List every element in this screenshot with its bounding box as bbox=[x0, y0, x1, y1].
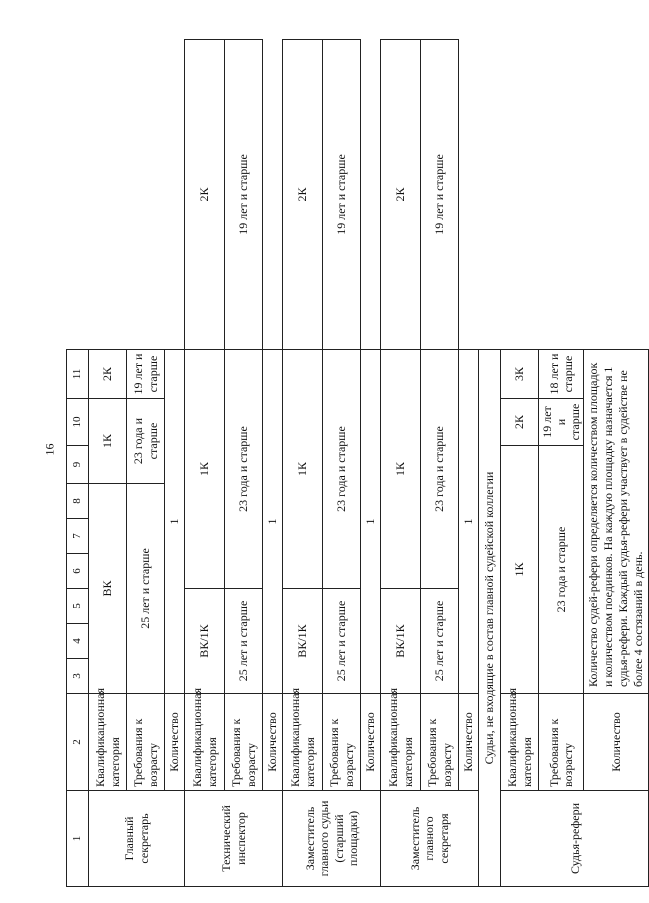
table-cell: ВК bbox=[89, 484, 127, 694]
table-cell: 1К bbox=[283, 350, 323, 589]
header-col-2: 2 bbox=[67, 694, 89, 791]
table-cell: 23 года и старше bbox=[539, 446, 584, 694]
row-label: Количество bbox=[165, 694, 185, 791]
header-col-5: 5 bbox=[67, 589, 89, 624]
row-label: Требования к возрасту bbox=[539, 694, 584, 791]
section-title: Судьи, не входящие в состав главной судейской коллегии bbox=[479, 350, 501, 887]
row-label: Требования к возрасту bbox=[323, 694, 361, 791]
table-cell: 19 лет и старше bbox=[323, 40, 361, 350]
row-label: Квалификационная категория bbox=[89, 694, 127, 791]
table-row bbox=[323, 40, 361, 887]
table-row bbox=[501, 40, 539, 887]
table-row bbox=[185, 40, 225, 887]
table-row bbox=[283, 40, 323, 887]
table-cell: 2К bbox=[381, 40, 421, 350]
table-row bbox=[459, 40, 479, 887]
table-row bbox=[225, 40, 263, 887]
document-table-rotated bbox=[66, 39, 646, 887]
row-label: Квалификационная категория bbox=[381, 694, 421, 791]
position-deputy-chief-secretary: Заместитель главного секретаря bbox=[381, 791, 479, 887]
position-chief-secretary: Главный секретарь bbox=[89, 791, 185, 887]
table-cell: 19 лет и старше bbox=[539, 399, 584, 446]
row-label: Количество bbox=[459, 694, 479, 791]
table-cell: 19 лет и старше bbox=[225, 40, 263, 350]
header-col-4: 4 bbox=[67, 624, 89, 659]
row-label: Квалификационная категория bbox=[283, 694, 323, 791]
header-col-10: 10 bbox=[67, 399, 89, 446]
table-cell: 1К bbox=[501, 446, 539, 694]
table-cell: 1К bbox=[381, 350, 421, 589]
row-label: Количество bbox=[584, 694, 649, 791]
judges-requirements-table bbox=[66, 39, 649, 887]
row-label: Требования к возрасту bbox=[127, 694, 165, 791]
table-row bbox=[584, 40, 649, 887]
table-row bbox=[479, 40, 501, 887]
position-referee: Судья-рефери bbox=[501, 791, 649, 887]
row-label: Требования к возрасту bbox=[225, 694, 263, 791]
table-row bbox=[361, 40, 381, 887]
header-col-6: 6 bbox=[67, 554, 89, 589]
table-cell: 18 лет и старше bbox=[539, 350, 584, 399]
row-label: Требования к возрасту bbox=[421, 694, 459, 791]
table-cell: 3К bbox=[501, 350, 539, 399]
table-cell: 2К bbox=[89, 350, 127, 399]
table-cell: 1 bbox=[361, 350, 381, 694]
row-label: Количество bbox=[263, 694, 283, 791]
header-col-11: 11 bbox=[67, 350, 89, 399]
table-cell: 23 года и старше bbox=[323, 350, 361, 589]
position-technical-inspector: Технический инспектор bbox=[185, 791, 283, 887]
table-cell: 2К bbox=[185, 40, 225, 350]
position-deputy-chief-judge: Заместитель главного судьи (старший площадки) bbox=[283, 791, 381, 887]
table-cell: 19 лет и старше bbox=[127, 350, 165, 399]
table-cell: ВК/1К bbox=[185, 589, 225, 694]
row-label: Квалификационная категория bbox=[185, 694, 225, 791]
table-row bbox=[89, 40, 127, 887]
row-label: Квалификационная категория bbox=[501, 694, 539, 791]
table-cell: 1 bbox=[459, 350, 479, 694]
header-col-3: 3 bbox=[67, 659, 89, 694]
referee-count-note: Количество судей-рефери определяется количеством площадок и количеством поединков. На каждую площадку назначается 1 судья-рефери. Каждый судья-рефери участвует в судействе не более 4 состязаний в день. bbox=[584, 350, 649, 694]
table-cell: 25 лет и старше bbox=[225, 589, 263, 694]
table-cell: 23 года и старше bbox=[421, 350, 459, 589]
header-col-9: 9 bbox=[67, 446, 89, 484]
table-cell: 2К bbox=[283, 40, 323, 350]
table-cell: 23 года и старше bbox=[127, 399, 165, 484]
table-row bbox=[421, 40, 459, 887]
table-cell: ВК/1К bbox=[283, 589, 323, 694]
table-row bbox=[381, 40, 421, 887]
table-row bbox=[263, 40, 283, 887]
page-number: 16 bbox=[42, 443, 57, 456]
table-cell: 23 года и старше bbox=[225, 350, 263, 589]
table-cell: 25 лет и старше bbox=[421, 589, 459, 694]
table-cell: 25 лет и старше bbox=[323, 589, 361, 694]
header-col-7: 7 bbox=[67, 519, 89, 554]
table-row bbox=[539, 40, 584, 887]
row-label: Количество bbox=[361, 694, 381, 791]
table-row bbox=[165, 40, 185, 887]
table-row bbox=[127, 40, 165, 887]
table-cell: 1К bbox=[89, 399, 127, 484]
table-cell: 25 лет и старше bbox=[127, 484, 165, 694]
table-cell: ВК/1К bbox=[381, 589, 421, 694]
table-cell: 19 лет и старше bbox=[421, 40, 459, 350]
table-cell: 2К bbox=[501, 399, 539, 446]
table-header-row bbox=[67, 40, 89, 887]
table-cell: 1 bbox=[165, 350, 185, 694]
table-cell: 1 bbox=[263, 350, 283, 694]
table-cell: 1К bbox=[185, 350, 225, 589]
header-col-1: 1 bbox=[67, 791, 89, 887]
header-col-8: 8 bbox=[67, 484, 89, 519]
